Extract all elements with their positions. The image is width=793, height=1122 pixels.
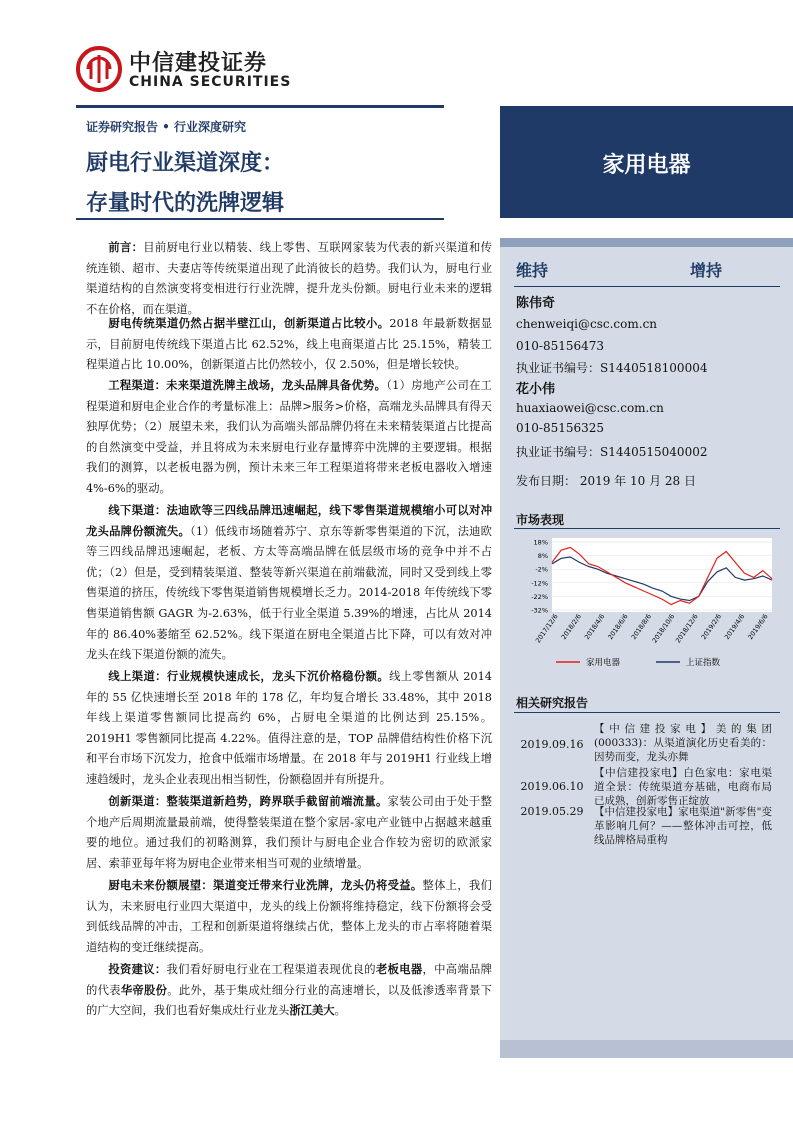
related-report-date: 2019.09.16: [520, 738, 584, 751]
paragraph-lead: 投资建议：: [108, 963, 167, 976]
market-divider: [514, 528, 780, 529]
rating-divider: [514, 286, 780, 287]
logo-name-en: CHINA SECURITIES: [129, 74, 292, 90]
title-divider: [76, 218, 444, 220]
analyst-email: huaxiaowei@csc.com.cn: [516, 401, 664, 415]
y-tick-label: -32%: [531, 606, 548, 615]
x-tick-label: 2019/2/6: [699, 612, 723, 642]
y-tick-label: -22%: [531, 592, 548, 601]
paragraph-intro: 前言：目前厨电行业以精装、线上零售、互联网家装为代表的新兴渠道和传统连锁、超市、夫妻店等传统渠道出现了此消彼长的趋势。我们认为，厨电行业渠道结构的自然演变将变相进行行业洗牌，提升龙头份额。厨电行业未来的逻辑不在价格，而在渠道。: [86, 241, 492, 316]
analyst-cert: 执业证书编号：S1440515040002: [516, 445, 708, 459]
paragraph-lead: 工程渠道：未来渠道洗牌主战场，龙头品牌具备优势。: [108, 379, 387, 392]
y-tick-label: -12%: [531, 579, 548, 588]
stock-highlight: 老板电器: [375, 963, 423, 976]
related-report-title[interactable]: 【中信建投家电】白色家电：家电渠道全景：传统渠道夯基础，电商布局已成熟，创新零售正绽放: [594, 767, 772, 807]
stock-highlight: 华帝股份: [120, 983, 168, 997]
rating-value: 增持: [690, 261, 723, 280]
related-report-date: 2019.06.10: [520, 780, 584, 793]
paragraph-engineering-channel: 工程渠道：未来渠道洗牌主战场，龙头品牌具备优势。（1）房地产公司在工程渠道和厨电企业合作的考量标准上：品牌>服务>价格，高端龙头品牌具有得天独厚优势；（2）展望未来，我们认为高端头部品牌仍将在未来精装渠道占比提高的自然演变中受益，并且将成为未来厨电行业存量博弈中洗牌的主要逻辑。根据我们的测算，以老板电器为例，预计未来三年工程渠道将带来老板电器收入增速 4%-6%的驱动。: [86, 379, 492, 495]
related-report-title[interactable]: 【中信建投家电】家电渠道"新零售"变革影响几何？——整体冲击可控，低线品牌格局重构: [594, 806, 772, 846]
related-divider: [514, 712, 780, 713]
market-chart: [514, 532, 780, 670]
market-heading: 市场表现: [516, 513, 565, 527]
paragraph-lead: 厨电传统渠道仍然占据半壁江山，创新渠道占比较小。: [108, 317, 390, 330]
related-report-date: 2019.05.29: [520, 805, 584, 818]
paragraph-lead: 线上渠道：行业规模快速成长，龙头下沉价格稳份额。: [108, 670, 390, 683]
paragraph-lead: 线下渠道：法迪欧等三四线品牌迅速崛起，线下零售渠道规模缩小可以对冲龙头品牌份额流失。: [86, 504, 492, 538]
related-heading: 相关研究报告: [516, 696, 589, 710]
analyst-email: chenweiqi@csc.com.cn: [516, 317, 658, 331]
paragraph-lead: 厨电未来份额展望：渠道变迁带来行业洗牌，龙头仍将受益。: [108, 879, 423, 892]
x-tick-label: 2019/6/6: [746, 612, 770, 642]
report-title-line1: 厨电行业渠道深度：: [86, 151, 285, 176]
paragraph-investment-advice: 投资建议：我们看好厨电行业在工程渠道表现优良的老板电器，中高端品牌的代表华帝股份。此外，基于集成灶细分行业的高速增长，以及低渗透率背景下的广大空间，我们也看好集成灶行业龙头浙江美大。: [86, 963, 492, 1018]
sidebar-top-strip: [500, 238, 793, 247]
logo-name-cn: 中信建投证券: [129, 51, 268, 76]
analyst-cert: 执业证书编号：S1440518100004: [516, 361, 708, 375]
paragraph-offline-channel: 线下渠道：法迪欧等三四线品牌迅速崛起，线下零售渠道规模缩小可以对冲龙头品牌份额流失。（1）低线市场随着苏宁、京东等新零售渠道的下沉，法迪欧等三四线品牌迅速崛起，老板、方太等高端品牌在低层级市场的竞争中并不占优；（2）但是，受到精装渠道、整装等新兴渠道在前端截流，同时又受到线上零售渠道的挤压，传统线下零售渠道销售规模增长乏力。2014-2018 年传统线下零售渠道销售额 GAGR 为-2.63%，低于行业全渠道 5.39%的增速，占比从 2014 年的 86.40%萎缩至 62.52%。线下渠道在厨电全渠道占比下降，可以有效对冲龙头在线下渠道份额的流失。: [86, 504, 492, 662]
breadcrumb: 证券研究报告 • 行业深度研究: [86, 120, 247, 134]
related-report-title[interactable]: 【中信建投家电】美的集团(000333)：从渠道演化历史看美的：因势而变，龙头亦舞: [594, 723, 772, 763]
sector-label: 家用电器: [602, 153, 691, 178]
x-tick-label: 2018/10/6: [650, 612, 677, 645]
y-tick-label: 8%: [537, 552, 548, 561]
paragraph-innovative-channel: 创新渠道：整装渠道新趋势，跨界联手截留前端流量。家装公司由于处于整个地产后周期流量最前端，使得整装渠道在整个家居-家电产业链中占据越来越重要的地位。通过我们的初略测算，我们预计与厨电企业合作较为密切的欧派家居、索菲亚每年将为厨电企业带来相当可观的业绩增量。: [86, 795, 492, 870]
paragraph-share-outlook: 厨电未来份额展望：渠道变迁带来行业洗牌，龙头仍将受益。整体上，我们认为，未来厨电行业四大渠道中，龙头的线上份额将维持稳定，线下份额将会受到低线品牌的冲击，工程和创新渠道将继续占优，整体上龙头的市占率将随着渠道结构的变迁继续提高。: [86, 879, 492, 954]
paragraph-lead: 创新渠道：整装渠道新趋势，跨界联手截留前端流量。: [108, 795, 388, 808]
x-tick-label: 2018/12/6: [673, 612, 700, 645]
paragraph-lead: 前言：: [108, 241, 144, 254]
header-divider: [76, 105, 444, 108]
y-tick-label: -2%: [535, 565, 548, 574]
x-tick-label: 2018/6/6: [606, 612, 630, 642]
legend-label-appliance: 家用电器: [586, 658, 621, 668]
company-logo: [76, 46, 122, 92]
y-tick-label: 18%: [533, 538, 548, 547]
analyst-phone: 010-85156473: [516, 339, 605, 353]
x-tick-label: 2018/8/6: [629, 612, 653, 642]
paragraph-online-channel: 线上渠道：行业规模快速成长，龙头下沉价格稳份额。线上零售额从 2014 年的 55 亿快速增长至 2018 年的 178 亿，年均复合增长 33.48%，其中 2018 年线上渠道零售额同比提高约 6%，占厨电全渠道的比例达到 25.15%。2019H1 零售额同比提高 4.22%。值得注意的是，TOP 品牌借结构性价格下沉和平台市场下沉发力，抢食中低端市场增量。在 2018 年与 2019H1 行业线上增速趋缓时，龙头企业表现出相当韧性，份额稳固并有所提升。: [86, 670, 492, 786]
legend-label-index: 上证指数: [686, 658, 721, 668]
x-tick-label: 2018/2/6: [559, 612, 583, 642]
x-tick-label: 2017/12/6: [533, 612, 560, 645]
x-tick-label: 2018/4/6: [583, 612, 607, 642]
x-tick-label: 2019/4/6: [723, 612, 747, 642]
report-title-line2: 存量时代的洗牌逻辑: [86, 191, 285, 216]
analyst-name: 花小伟: [516, 382, 556, 397]
analyst-name: 陈伟奇: [516, 296, 556, 311]
stock-highlight: 浙江美大: [289, 1004, 335, 1018]
sidebar-bottom-strip: [500, 1040, 793, 1058]
rating-action: 维持: [516, 261, 549, 280]
analyst-phone: 010-85156325: [516, 421, 605, 435]
publish-date: 发布日期： 2019 年 10 月 28 日: [516, 474, 696, 488]
paragraph-channel-structure: 厨电传统渠道仍然占据半壁江山，创新渠道占比较小。2018 年最新数据显示，目前厨电传统线下渠道占比 62.52%，线上电商渠道占比 25.15%，精装工程渠道占比 10.00%，创新渠道占比仍然较小，仅 2.50%，但是增长较快。: [86, 317, 492, 372]
